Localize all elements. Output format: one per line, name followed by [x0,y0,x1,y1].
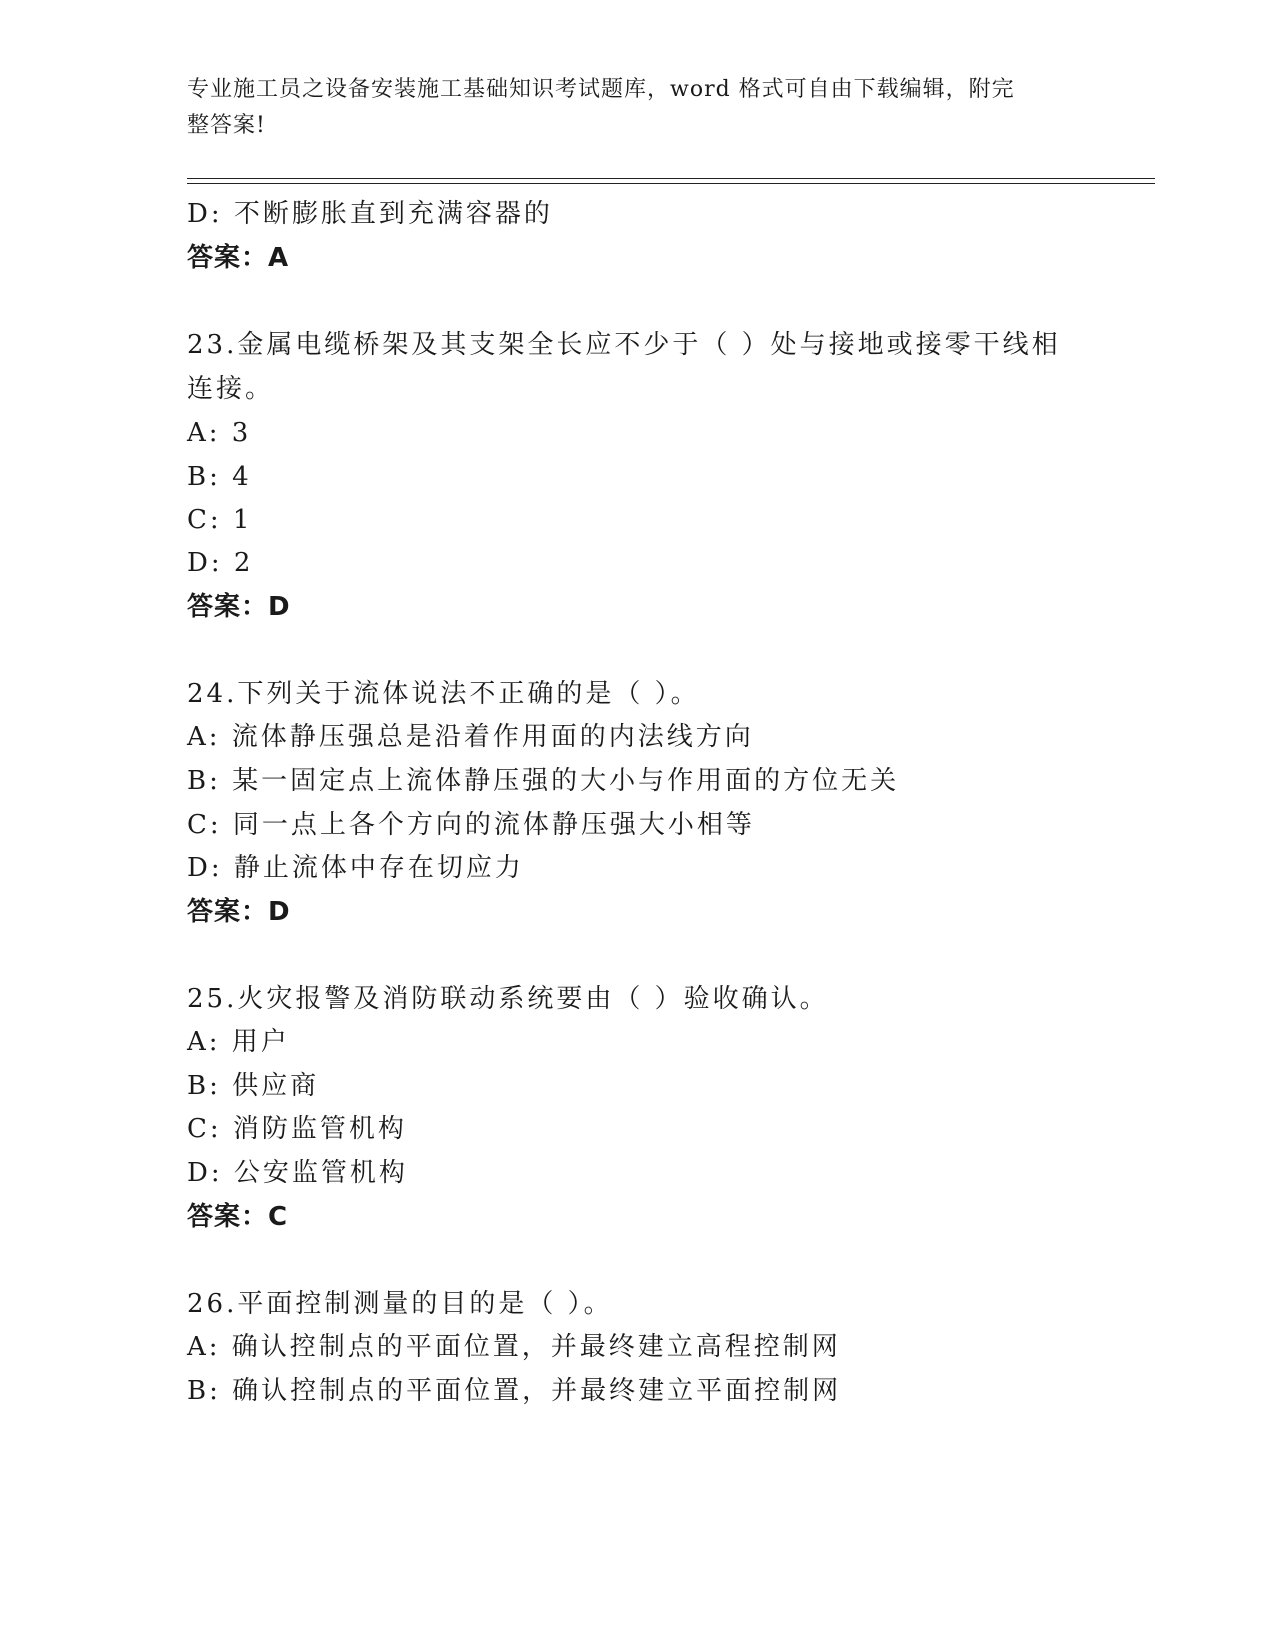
option-d: D: 不断膨胀直到充满容器的 [187,199,553,229]
question-stem: 24.下列关于流体说法不正确的是（ ）。 [187,679,700,709]
question-stem: 26.平面控制测量的目的是（ ）。 [187,1289,613,1319]
option-a: A: 用户 [187,1027,290,1057]
question-stem: 23.金属电缆桥架及其支架全长应不少于（ ）处与接地或接零干线相 [187,330,1061,360]
document-header [187,72,1067,144]
answer-label: 答案：A [187,243,290,273]
header-line-1: 专业施工员之设备安装施工基础知识考试题库，word 格式可自由下载编辑，附完 [187,77,1015,102]
option-d: D: 静止流体中存在切应力 [187,853,524,883]
header-rule-top [187,178,1155,179]
option-d: D: 公安监管机构 [187,1158,408,1188]
option-a: A: 确认控制点的平面位置，并最终建立高程控制网 [187,1332,841,1362]
header-rule-bottom [187,183,1155,184]
option-a: A: 流体静压强总是沿着作用面的内法线方向 [187,722,754,752]
option-c: C: 1 [187,505,253,535]
option-d: D: 2 [187,548,254,578]
option-b: B: 某一固定点上流体静压强的大小与作用面的方位无关 [187,766,900,796]
option-a: A: 3 [187,418,252,448]
header-line-2: 整答案! [187,113,266,138]
option-b: B: 供应商 [187,1071,320,1101]
answer-label: 答案：C [187,1202,289,1232]
option-b: B: 确认控制点的平面位置，并最终建立平面控制网 [187,1376,842,1406]
question-stem-continued: 连接。 [187,374,275,404]
answer-label: 答案：D [187,592,291,622]
option-c: C: 消防监管机构 [187,1114,407,1144]
answer-label: 答案：D [187,897,291,927]
option-c: C: 同一点上各个方向的流体静压强大小相等 [187,810,755,840]
question-stem: 25.火灾报警及消防联动系统要由（ ）验收确认。 [187,984,829,1014]
option-b: B: 4 [187,462,252,492]
